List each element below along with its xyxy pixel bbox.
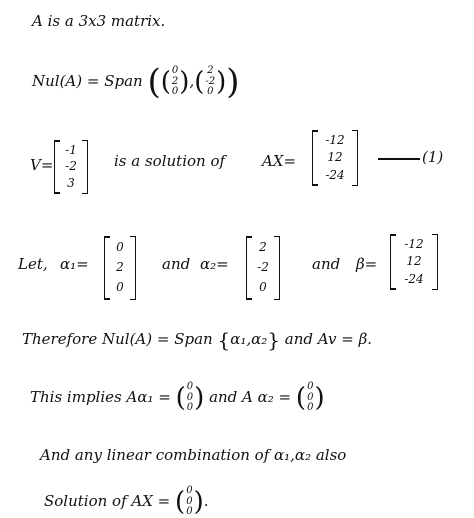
therefore-line: Therefore Nul(A) = Span {α₁,α₂} and Av = β. — [22, 328, 373, 352]
therefore-text: Therefore Nul(A) = Span — [22, 330, 213, 348]
equation-number: (1) — [422, 148, 444, 166]
v-label: V= — [30, 156, 54, 174]
solution-text: is a solution of — [114, 152, 226, 170]
vector-entry: 0 — [186, 506, 193, 517]
span-vector-1 — [172, 66, 178, 98]
alpha2-vector — [246, 236, 280, 300]
alpha-set: α₁,α₂ — [230, 330, 268, 348]
vector-entry: 2 — [116, 260, 124, 275]
vector-entry: -1 — [65, 142, 77, 157]
av-beta-text: and Av = β. — [284, 330, 373, 348]
and-text-1: and — [162, 255, 191, 273]
vector-entry: 0 — [186, 391, 194, 403]
vector-entry: 0 — [207, 86, 214, 98]
vector-entry: -2 — [65, 159, 77, 174]
alpha2-label: α₂= — [200, 255, 229, 273]
vector-entry: 0 — [307, 381, 314, 392]
alpha1-vector — [104, 236, 136, 300]
vector-entry: 0 — [307, 402, 314, 413]
combination-line: And any linear combination of α₁,α₂ also — [40, 446, 347, 464]
ax-label: AX= — [262, 152, 297, 170]
vector-entry: -12 — [404, 237, 424, 252]
v-vector — [54, 140, 88, 194]
vector-entry: 2 — [171, 75, 179, 87]
nul-span-line: Nul(A) = Span (( 0 2 0 ),( 2 -2 0 )) — [32, 62, 240, 102]
vector-entry: 0 — [171, 86, 179, 98]
implies-text: This implies Aα₁ = — [30, 387, 171, 406]
solution-line: Solution of AX = ( 0 0 0 ). — [44, 485, 209, 517]
vector-entry: -2 — [257, 260, 269, 275]
vector-entry: 12 — [406, 254, 422, 269]
alpha1-label: α₁= — [60, 255, 89, 273]
vector-entry: 0 — [116, 280, 124, 295]
solution-text-2: Solution of AX = — [44, 491, 171, 510]
vector-entry: 0 — [171, 65, 179, 77]
zero-vector-3 — [186, 486, 192, 518]
nul-label: Nul(A) = Span — [32, 72, 143, 90]
vector-entry: -12 — [325, 133, 345, 148]
vector-entry: 2 — [207, 65, 214, 77]
let-text: Let, — [18, 255, 48, 273]
vector-entry: 0 — [186, 402, 194, 413]
vector-entry: 0 — [186, 495, 193, 507]
implies-line: This implies Aα₁ = ( 0 0 0 ) and A α₂ = ( 0 0 0 ) — [30, 381, 325, 413]
vector-entry: -24 — [404, 271, 424, 286]
zero-vector-2 — [307, 382, 313, 414]
vector-entry: 2 — [259, 240, 267, 255]
vector-entry: -2 — [205, 75, 216, 87]
vector-entry: 12 — [327, 150, 343, 165]
beta-label: β= — [356, 255, 378, 273]
vector-entry: 0 — [186, 485, 193, 496]
implies-and-text: and A α₂ = — [209, 387, 292, 406]
vector-entry: 0 — [307, 391, 314, 403]
span-vector-2 — [205, 66, 215, 98]
vector-entry: 0 — [186, 381, 194, 392]
beta-vector — [390, 234, 438, 290]
rhs-vector — [312, 130, 358, 186]
and-text-2: and — [312, 255, 341, 273]
equation-dash — [378, 158, 420, 160]
vector-entry: 0 — [259, 280, 267, 295]
vector-entry: 0 — [116, 240, 124, 255]
zero-vector-1 — [187, 382, 193, 414]
vector-entry: 3 — [67, 176, 75, 191]
vector-entry: -24 — [325, 167, 345, 182]
matrix-statement: A is a 3x3 matrix. — [32, 12, 166, 30]
